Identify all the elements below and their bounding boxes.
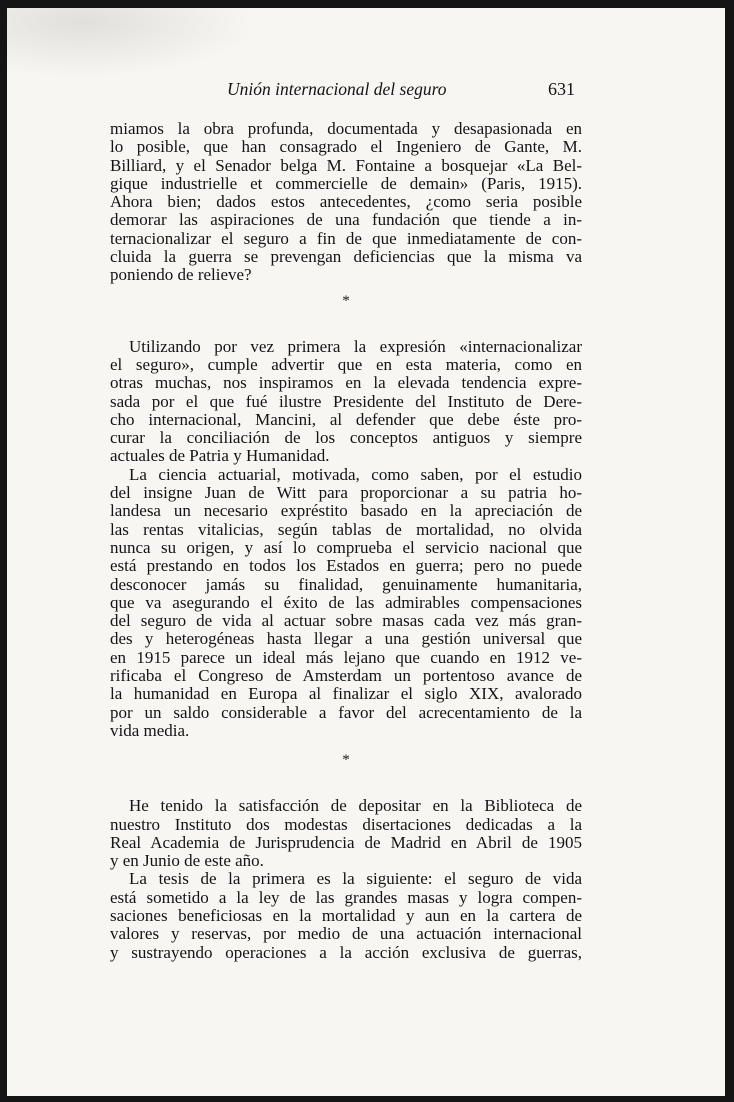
text-line: cho internacional, Mancini, al defender que debe éste pro-	[110, 409, 582, 429]
text-line: está sometido a la ley de las grandes masas y logra compen-	[110, 887, 582, 907]
page-header	[0, 79, 734, 103]
text-line: del insigne Juan de Witt para proporcionar a su patria ho-	[110, 483, 582, 503]
text-line: en 1915 parece un ideal más lejano que cuando en 1912 ve-	[110, 647, 582, 667]
page-number: 631	[548, 79, 575, 99]
text-line: sada por el que fué ilustre Presidente del Instituto de Dere-	[110, 391, 582, 411]
text-line: Billiard, y el Senador belga M. Fontaine a bosquejar «La Bel-	[110, 155, 582, 175]
paragraph	[110, 797, 582, 870]
text-line: des y heterogéneas hasta llegar a una gestión universal que	[110, 629, 582, 649]
text-line: saciones beneficiosas en la mortalidad y aun en la cartera de	[110, 905, 582, 925]
paragraph	[110, 466, 582, 740]
text-line: curar la conciliación de los conceptos antiguos y siempre	[110, 428, 582, 448]
text-line: ternacionalizar el seguro a fin de que inmediatamente de con-	[110, 228, 582, 248]
body-text	[110, 120, 582, 962]
scan-border-left	[0, 0, 7, 1102]
text-line: y sustrayendo operaciones a la acción exclusiva de guerras,	[110, 942, 582, 962]
text-line: Utilizando por vez primera la expresión «internacionalizar	[129, 336, 582, 356]
text-line: del seguro de vida al actuar sobre masas cada vez más gran-	[110, 611, 582, 631]
text-line: las rentas vitalicias, según tablas de mortalidad, no olvida	[110, 519, 582, 539]
text-line: La ciencia actuarial, motivada, como saben, por el estudio	[129, 464, 582, 484]
scan-border-bottom	[0, 1096, 734, 1102]
text-line: Ahora bien; dados estos antecedentes, ¿como seria posible	[110, 192, 582, 212]
paragraph	[110, 120, 582, 285]
text-line: miamos la obra profunda, documentada y desapasionada en	[110, 119, 582, 138]
text-line: nunca su origen, y así lo comprueba el servicio nacional que	[110, 537, 582, 557]
text-line: la humanidad en Europa al finalizar el siglo XIX, avalorado	[110, 684, 582, 704]
text-line: rificaba el Congreso de Amsterdam un portentoso avance de	[110, 666, 582, 686]
text-line: vida media.	[110, 720, 190, 740]
text-line: La tesis de la primera es la siguiente: el seguro de vida	[129, 869, 582, 889]
scan-smudge	[7, 8, 257, 78]
section-separator: *	[342, 292, 350, 309]
text-line: cluida la guerra se prevengan deficiencias que la misma va	[110, 247, 582, 267]
text-line: por un saldo considerable a favor del acrecentamiento de la	[110, 702, 582, 722]
text-line: desconocer jamás su finalidad, genuinamente humanitaria,	[110, 574, 582, 594]
section-separator: *	[342, 752, 350, 769]
text-line: nuestro Instituto dos modestas disertaciones dedicadas a la	[110, 814, 582, 834]
paragraph	[110, 338, 582, 466]
text-line: el seguro», cumple advertir que en esta materia, como en	[110, 354, 582, 374]
text-line: valores y reservas, por medio de una actuación internacional	[110, 924, 582, 944]
text-line: que va asegurando el éxito de las admirables compensaciones	[110, 592, 582, 612]
text-line: otras muchas, nos inspiramos en la elevada tendencia expre-	[110, 373, 582, 393]
text-line: y en Junio de este año.	[110, 851, 264, 871]
scan-border-right	[725, 0, 734, 1102]
text-line: Real Academia de Jurisprudencia de Madrid en Abril de 1905	[110, 832, 582, 852]
text-line: He tenido la satisfacción de depositar en la Biblioteca de	[129, 796, 582, 816]
running-title: Unión internacional del seguro	[227, 79, 447, 99]
text-line: poniendo de relieve?	[110, 265, 252, 285]
text-line: lo posible, que han consagrado el Ingeniero de Gante, M.	[110, 137, 582, 157]
text-line: landesa un necesario expréstito basado en la apreciación de	[110, 501, 582, 521]
scan-border-top	[0, 0, 734, 8]
paragraph	[110, 870, 582, 961]
text-line: actuales de Patria y Humanidad.	[110, 446, 330, 466]
text-line: demorar las aspiraciones de una fundación que tiende a in-	[110, 210, 582, 230]
text-line: gique industrielle et commercielle de demain» (Paris, 1915).	[110, 173, 582, 193]
text-line: está prestando en todos los Estados en guerra; pero no puede	[110, 556, 582, 576]
